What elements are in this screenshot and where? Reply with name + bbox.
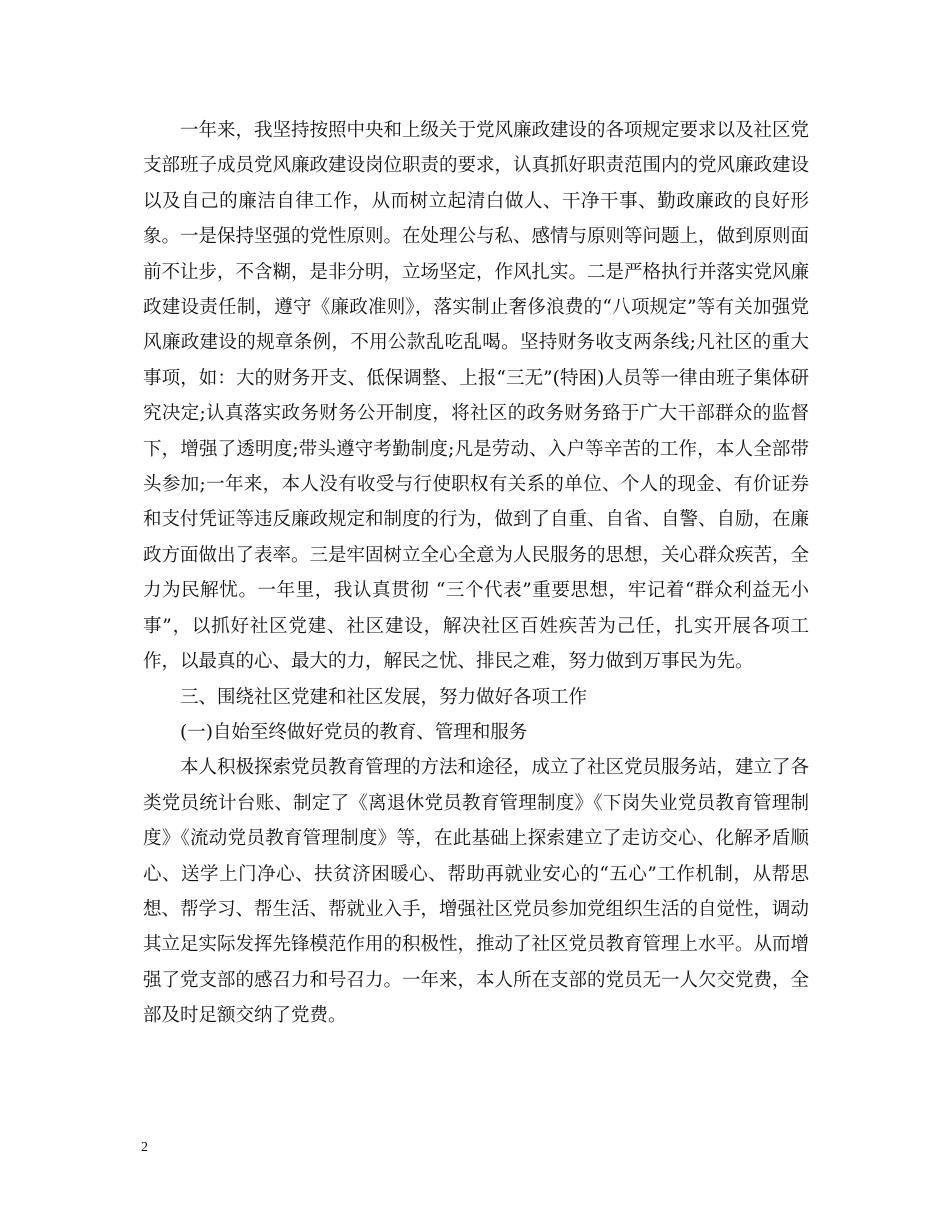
paragraph-integrity-work: 一年来，我坚持按照中央和上级关于党风廉政建设的各项规定要求以及社区党支部班子成员党风廉政建设岗位职责的要求，认真抓好职责范围内的党风廉政建设以及自己的廉洁自律工作，从而树立起清白做人、干净干事、勤政廉政的良好形象。一是保持坚强的党性原则。在处理公与私、感情与原则等问题上，做到原则面前不让步，不含糊，是非分明，立场坚定，作风扎实。二是严格执行并落实党风廉政建设责任制，遵守《廉政准则》，落实制止奢侈浪费的“八项规定”等有关加强党风廉政建设的规章条例，不用公款乱吃乱喝。坚持财务收支两条线;凡社区的重大事项，如：大的财务开支、低保调整、上报“三无”(特困)人员等一律由班子集体研究决定;认真落实政务财务公开制度，将社区的政务财务臵于广大干部群众的监督下，增强了透明度;带头遵守考勤制度;凡是劳动、入户等辛苦的工作，本人全部带头参加;一年来，本人没有收受与行使职权有关系的单位、个人的现金、有价证券和支付凭证等违反廉政规定和制度的行为，做到了自重、自省、自警、自励，在廉政方面做出了表率。三是牢固树立全心全意为人民服务的思想，关心群众疾苦，全力为民解忧。一年里，我认真贯彻 “三个代表”重要思想，牢记着“群众利益无小事”，以抓好社区党建、社区建设，解决社区百姓疾苦为己任，扎实开展各项工作，以最真的心、最大的力，解民之忧、排民之难，努力做到万事民为先。	[143, 120, 810, 673]
document-body	[143, 113, 809, 1034]
paragraph-member-education: 本人积极探索党员教育管理的方法和途径，成立了社区党员服务站，建立了各类党员统计台账、制定了《离退休党员教育管理制度》《下岗失业党员教育管理制度》《流动党员教育管理制度》等，在此基础上探索建立了走访交心、化解矛盾顺心、送学上门净心、扶贫济困暖心、帮助再就业安心的“五心”工作机制，从帮思想、帮学习、帮生活、帮就业入手，增强社区党员参加党组织生活的自觉性，调动其立足实际发挥先锋模范作用的积极性，推动了社区党员教育管理上水平。从而增强了党支部的感召力和号召力。一年来，本人所在支部的党员无一人欠交党费，全部及时足额交纳了党费。	[143, 757, 810, 1027]
subsection-heading-1: (一)自始至终做好党员的教育、管理和服务	[180, 721, 528, 743]
page-number: 2	[141, 1140, 148, 1155]
section-heading-3: 三、围绕社区党建和社区发展，努力做好各项工作	[180, 686, 588, 708]
